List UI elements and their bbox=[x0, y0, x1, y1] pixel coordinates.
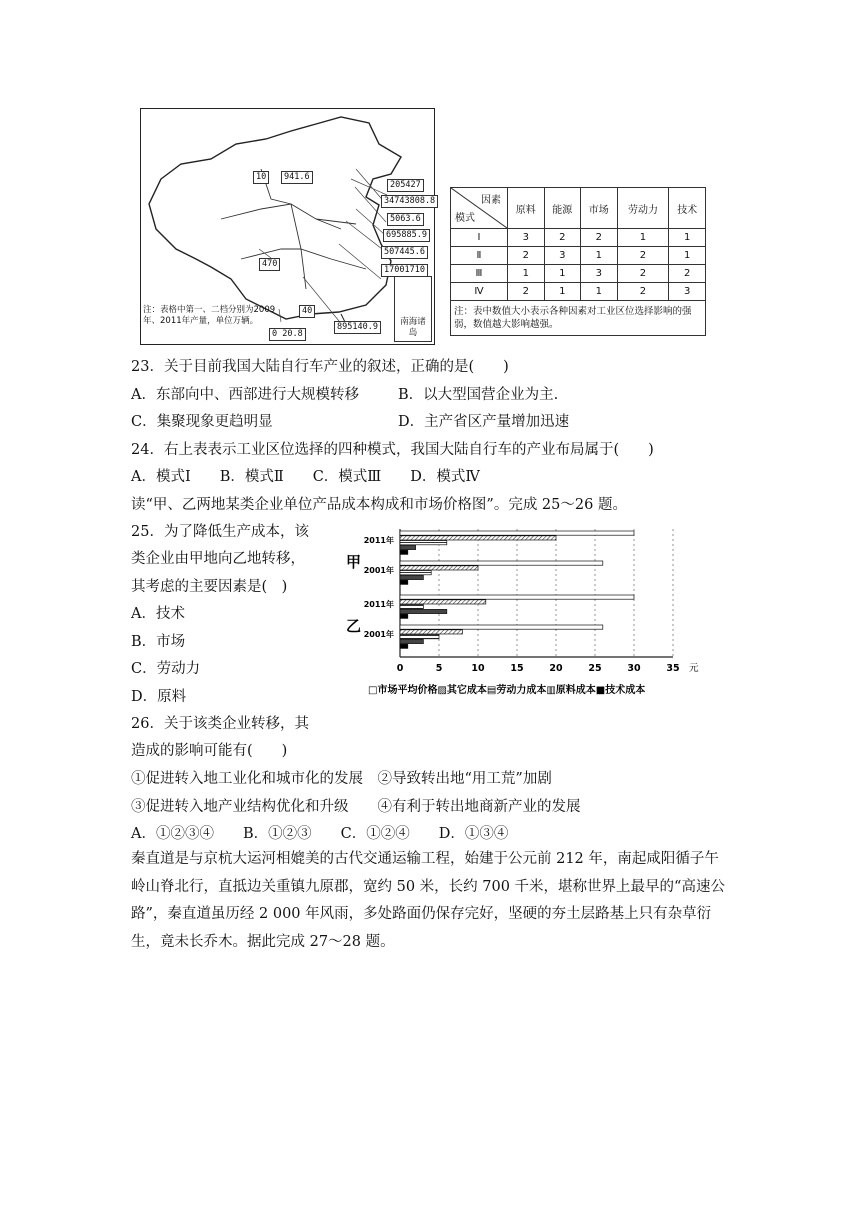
bar-3 bbox=[400, 575, 423, 579]
bar-2 bbox=[400, 541, 447, 545]
table-row bbox=[451, 229, 706, 247]
value-cell: 1 bbox=[617, 229, 669, 247]
map-label: 0 20.8 bbox=[269, 328, 306, 341]
china-bicycle-map bbox=[140, 108, 435, 345]
value-cell: 2 bbox=[617, 247, 669, 265]
bar-4 bbox=[400, 644, 408, 648]
chart-labels bbox=[346, 535, 699, 674]
year-label: 2011年 bbox=[363, 536, 394, 545]
q23-option-d: D．主产省区产量增加迅速 bbox=[398, 414, 570, 430]
bar-2 bbox=[400, 605, 423, 609]
q25-option-a: A．技术 bbox=[131, 606, 185, 622]
bar-3 bbox=[400, 545, 416, 549]
x-tick-label: 10 bbox=[471, 663, 485, 674]
value-cell: 3 bbox=[544, 247, 581, 265]
bar-1 bbox=[400, 566, 478, 570]
table-header: 劳动力 bbox=[617, 188, 669, 229]
chart-grid bbox=[400, 529, 673, 657]
value-cell: 1 bbox=[544, 283, 581, 301]
q23-stem: 23．关于目前我国大陆自行车产业的叙述，正确的是( ) bbox=[131, 359, 509, 375]
q23-option-b: B．以大型国营企业为主. bbox=[398, 387, 559, 403]
value-cell: 2 bbox=[508, 247, 545, 265]
map-note: 注：表格中第一、二档分别为2009年、2011年产量，单位万辆。 bbox=[143, 305, 276, 326]
group-label: 乙 bbox=[346, 617, 362, 635]
bar-3 bbox=[400, 609, 447, 613]
table-header: 技术 bbox=[669, 188, 706, 229]
map-label: 34743808.8 bbox=[381, 195, 438, 208]
location-factor-table bbox=[450, 187, 706, 336]
table-header: 能源 bbox=[544, 188, 581, 229]
south-china-sea-inset bbox=[394, 276, 432, 342]
q23-option-a: A．东部向中、西部进行大规模转移 bbox=[131, 387, 359, 403]
q26-stem-line2: 造成的影响可能有( ) bbox=[131, 743, 288, 759]
value-cell: 3 bbox=[508, 229, 545, 247]
value-cell: 3 bbox=[669, 283, 706, 301]
cost-price-chart bbox=[334, 523, 714, 703]
table-row bbox=[451, 265, 706, 283]
value-cell: 2 bbox=[581, 229, 618, 247]
table-note: 注：表中数值大小表示各种因素对工业区位选择影响的强弱，数值越大影响越强。 bbox=[451, 301, 706, 336]
q24-stem: 24．右上表表示工业区位选择的四种模式，我国大陆自行车的产业布局属于( ) bbox=[131, 442, 654, 458]
corner-top-label: 因素 bbox=[481, 195, 501, 206]
mode-cell: Ⅰ bbox=[451, 229, 508, 247]
value-cell: 3 bbox=[581, 265, 618, 283]
table-header: 市场 bbox=[581, 188, 618, 229]
map-label: 5063.6 bbox=[387, 213, 424, 226]
map-label: 941.6 bbox=[281, 171, 313, 184]
table-row bbox=[451, 283, 706, 301]
bar-3 bbox=[400, 639, 423, 643]
x-tick-label: 35 bbox=[666, 663, 680, 674]
intro-25-26: 读“甲、乙两地某类企业单位产品成本构成和市场价格图”。完成 25～26 题。 bbox=[131, 497, 627, 513]
group-label: 甲 bbox=[346, 553, 362, 571]
map-label: 507445.6 bbox=[381, 246, 428, 259]
value-cell: 2 bbox=[617, 283, 669, 301]
chart-legend: □市场平均价格▨其它成本▤劳动力成本▥原料成本■技术成本 bbox=[368, 685, 646, 696]
x-tick-label: 5 bbox=[435, 663, 443, 674]
x-unit-label: 元 bbox=[689, 663, 699, 674]
q26-statement-1-2: ①促进转入地工业化和城市化的发展 ②导致转出地“用工荒”加剧 bbox=[131, 771, 552, 787]
q25-option-d: D．原料 bbox=[131, 689, 187, 705]
q23-option-c: C．集聚现象更趋明显 bbox=[131, 414, 273, 430]
q25-option-c: C．劳动力 bbox=[131, 661, 201, 677]
bar-0 bbox=[400, 595, 634, 599]
table-corner-cell bbox=[451, 188, 508, 229]
bar-0 bbox=[400, 531, 634, 535]
q25-option-b: B．市场 bbox=[131, 634, 186, 650]
bar-2 bbox=[400, 635, 439, 639]
map-label: 895140.9 bbox=[334, 321, 381, 334]
value-cell: 1 bbox=[669, 247, 706, 265]
value-cell: 1 bbox=[581, 283, 618, 301]
map-label: 695885.9 bbox=[383, 229, 430, 242]
table-header: 原料 bbox=[508, 188, 545, 229]
value-cell: 1 bbox=[669, 229, 706, 247]
value-cell: 1 bbox=[581, 247, 618, 265]
table-row bbox=[451, 247, 706, 265]
map-label: 10 bbox=[253, 171, 269, 184]
map-label: 17001710 bbox=[381, 264, 428, 277]
bar-1 bbox=[400, 630, 462, 634]
q25-stem-line1: 25．为了降低生产成本，该 bbox=[131, 524, 309, 540]
value-cell: 2 bbox=[508, 283, 545, 301]
value-cell: 2 bbox=[617, 265, 669, 283]
bar-4 bbox=[400, 550, 408, 554]
value-cell: 1 bbox=[544, 265, 581, 283]
bar-1 bbox=[400, 536, 556, 540]
mode-cell: Ⅲ bbox=[451, 265, 508, 283]
mode-cell: Ⅳ bbox=[451, 283, 508, 301]
map-label: 40 bbox=[299, 305, 315, 318]
q26-stem-line1: 26．关于该类企业转移，其 bbox=[131, 716, 309, 732]
q26-statement-3-4: ③促进转入地产业结构优化和升级 ④有利于转出地商新产业的发展 bbox=[131, 799, 581, 815]
year-label: 2001年 bbox=[363, 630, 394, 639]
bar-0 bbox=[400, 625, 603, 629]
mode-cell: Ⅱ bbox=[451, 247, 508, 265]
corner-bottom-label: 模式 bbox=[455, 213, 475, 224]
passage-27-28: 秦直道是与京杭大运河相媲美的古代交通运输工程，始建于公元前 212 年，南起咸阳循子午岭山脊北行，直抵边关重镇九原郡，宽约 50 米，长约 700 千米，堪称世界上最早的“高速公路”，秦直道虽历经 2 000 年风雨，多处路面仍保存完好，坚硬的夯土层路基上只有杂草衍生，竟未长乔木。据此完成 27～28 题。 bbox=[131, 851, 725, 950]
bar-4 bbox=[400, 580, 408, 584]
q25-stem-line3: 其考虑的主要因素是( ) bbox=[131, 579, 288, 595]
x-tick-label: 25 bbox=[588, 663, 602, 674]
year-label: 2001年 bbox=[363, 566, 394, 575]
x-tick-label: 0 bbox=[396, 663, 404, 674]
value-cell: 1 bbox=[508, 265, 545, 283]
x-tick-label: 15 bbox=[510, 663, 524, 674]
q26-options: A．①②③④ B．①②③ C．①②④ D．①③④ bbox=[131, 826, 509, 842]
map-label: 470 bbox=[259, 258, 280, 271]
bar-2 bbox=[400, 571, 431, 575]
q24-options: A．模式Ⅰ B．模式Ⅱ C．模式Ⅲ D．模式Ⅳ bbox=[131, 469, 480, 485]
q25-stem-line2: 类企业由甲地向乙地转移， bbox=[131, 551, 305, 567]
x-tick-label: 20 bbox=[549, 663, 563, 674]
inset-label: 南海诸岛 bbox=[400, 317, 426, 338]
value-cell: 2 bbox=[669, 265, 706, 283]
map-label: 205427 bbox=[387, 179, 424, 192]
x-tick-label: 30 bbox=[627, 663, 641, 674]
bar-4 bbox=[400, 614, 408, 618]
bar-0 bbox=[400, 561, 603, 565]
value-cell: 2 bbox=[544, 229, 581, 247]
bar-1 bbox=[400, 600, 486, 604]
year-label: 2011年 bbox=[363, 600, 394, 609]
